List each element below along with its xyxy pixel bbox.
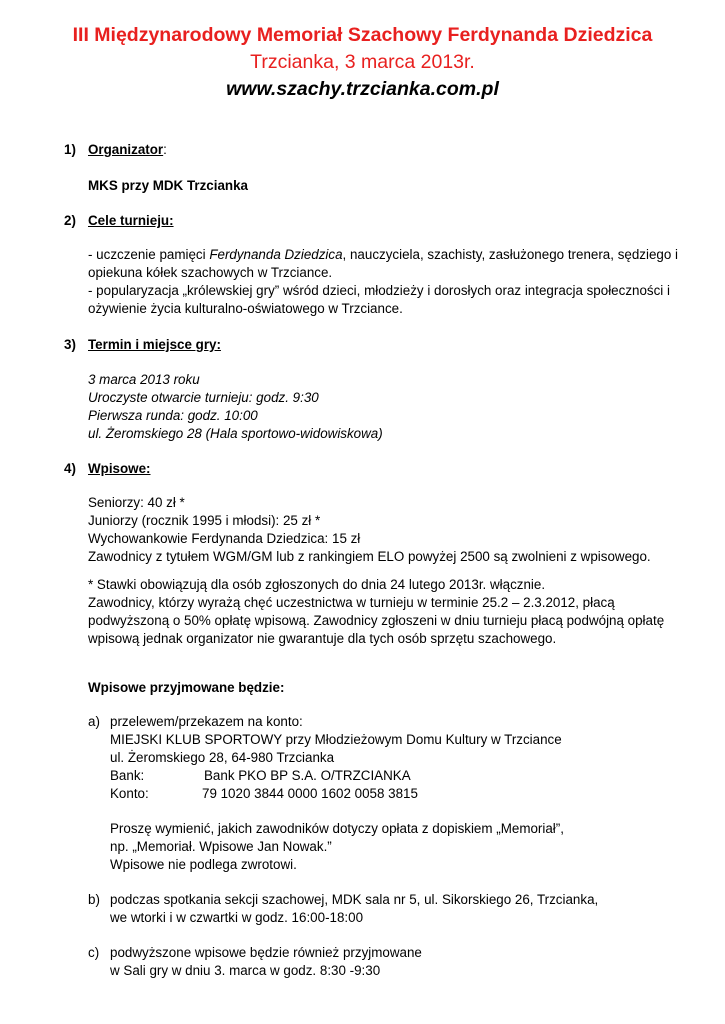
payment-b-line-2: we wtorki i w czwartki w godz. 16:00-18:00	[110, 910, 364, 925]
goals-person-name: Ferdynanda Dziedzica	[209, 247, 343, 262]
section-3-title: Termin i miejsce gry:	[88, 337, 221, 352]
payment-note-3: Wpisowe nie podlega zwrotowi.	[110, 857, 297, 872]
section-1-number: 1)	[64, 142, 76, 157]
goals-paragraph-2: - popularyzacja „królewskiej gry” wśród dzieci, młodzieży i dorosłych oraz integracja społeczności i	[88, 283, 670, 298]
account-label: Konto:	[110, 786, 149, 801]
fee-alumni: Wychowankowie Ferdynanda Dziedzica: 15 zł	[88, 531, 361, 546]
tournament-website: www.szachy.trzcianka.com.pl	[226, 78, 499, 100]
payment-note-1: Proszę wymienić, jakich zawodników dotyczy opłata z dopiskiem „Memoriał”,	[110, 821, 564, 836]
schedule-opening: Uroczyste otwarcie turnieju: godz. 9:30	[88, 390, 319, 405]
section-1-title: Organizator	[88, 142, 164, 157]
payment-a-title: przelewem/przekazem na konto:	[110, 714, 303, 729]
account-address: ul. Żeromskiego 28, 64-980 Trzcianka	[110, 750, 335, 765]
bank-label: Bank:	[110, 768, 145, 783]
organizer-name: MKS przy MDK Trzcianka	[88, 178, 248, 193]
fee-seniors: Seniorzy: 40 zł *	[88, 495, 185, 510]
goals-paragraph-1-cont: opiekuna kółek szachowych w Trzciance.	[88, 265, 333, 280]
payment-a-marker: a)	[88, 714, 100, 729]
tournament-title: III Międzynarodowy Memoriał Szachowy Ferdynanda Dziedzica	[72, 24, 653, 46]
goals-text: , nauczyciela, szachisty, zasłużonego trenera, sędziego i	[342, 247, 678, 262]
account-number: 79 1020 3844 0000 1602 0058 3815	[202, 786, 418, 801]
fee-juniors: Juniorzy (rocznik 1995 i młodsi): 25 zł *	[88, 513, 321, 528]
schedule-first-round: Pierwsza runda: godz. 10:00	[88, 408, 258, 423]
section-1-colon: :	[163, 142, 167, 157]
account-holder: MIEJSKI KLUB SPORTOWY przy Młodzieżowym Domu Kultury w Trzciance	[110, 732, 562, 747]
section-2-title: Cele turnieju:	[88, 213, 174, 228]
goals-text: - uczczenie pamięci	[88, 247, 210, 262]
fee-accepted-title: Wpisowe przyjmowane będzie:	[88, 680, 285, 695]
payment-c-line-2: w Sali gry w dniu 3. marca w godz. 8:30 -9:30	[110, 963, 381, 978]
payment-b-marker: b)	[88, 892, 100, 907]
fee-note-late-2: podwyższoną o 50% opłatę wpisową. Zawodnicy zgłoszeni w dniu turnieju płacą podwójną opłatę	[88, 613, 665, 628]
goals-paragraph-2-cont: ożywienie życia kulturalno-oświatowego w Trzciance.	[88, 301, 403, 316]
section-2-number: 2)	[64, 213, 76, 228]
payment-c-line-1: podwyższone wpisowe będzie również przyjmowane	[110, 945, 422, 960]
bank-value: Bank PKO BP S.A. O/TRZCIANKA	[204, 768, 411, 783]
section-3-number: 3)	[64, 337, 76, 352]
payment-b-line-1: podczas spotkania sekcji szachowej, MDK sala nr 5, ul. Sikorskiego 26, Trzcianka,	[110, 892, 599, 907]
schedule-venue: ul. Żeromskiego 28 (Hala sportowo-widowiskowa)	[88, 426, 383, 441]
fee-note-late-3: wpisową jednak organizator nie gwarantuje dla tych osób sprzętu szachowego.	[88, 631, 557, 646]
schedule-date: 3 marca 2013 roku	[88, 372, 200, 387]
payment-note-2: np. „Memoriał. Wpisowe Jan Nowak.”	[110, 839, 332, 854]
fee-note-deadline: * Stawki obowiązują dla osób zgłoszonych do dnia 24 lutego 2013r. włącznie.	[88, 577, 546, 592]
fee-exemption: Zawodnicy z tytułem WGM/GM lub z rankingiem ELO powyżej 2500 są zwolnieni z wpisowego.	[88, 549, 651, 564]
payment-c-marker: c)	[88, 945, 100, 960]
section-1-heading	[88, 141, 167, 159]
tournament-date-place: Trzcianka, 3 marca 2013r.	[250, 51, 475, 73]
document-header	[0, 22, 725, 103]
goals-paragraph-1	[88, 246, 682, 264]
fee-note-late-1: Zawodnicy, którzy wyrażą chęć uczestnictwa w turnieju w terminie 25.2 – 2.3.2012, płacą	[88, 595, 615, 610]
section-4-title: Wpisowe:	[88, 461, 151, 476]
section-4-number: 4)	[64, 461, 76, 476]
